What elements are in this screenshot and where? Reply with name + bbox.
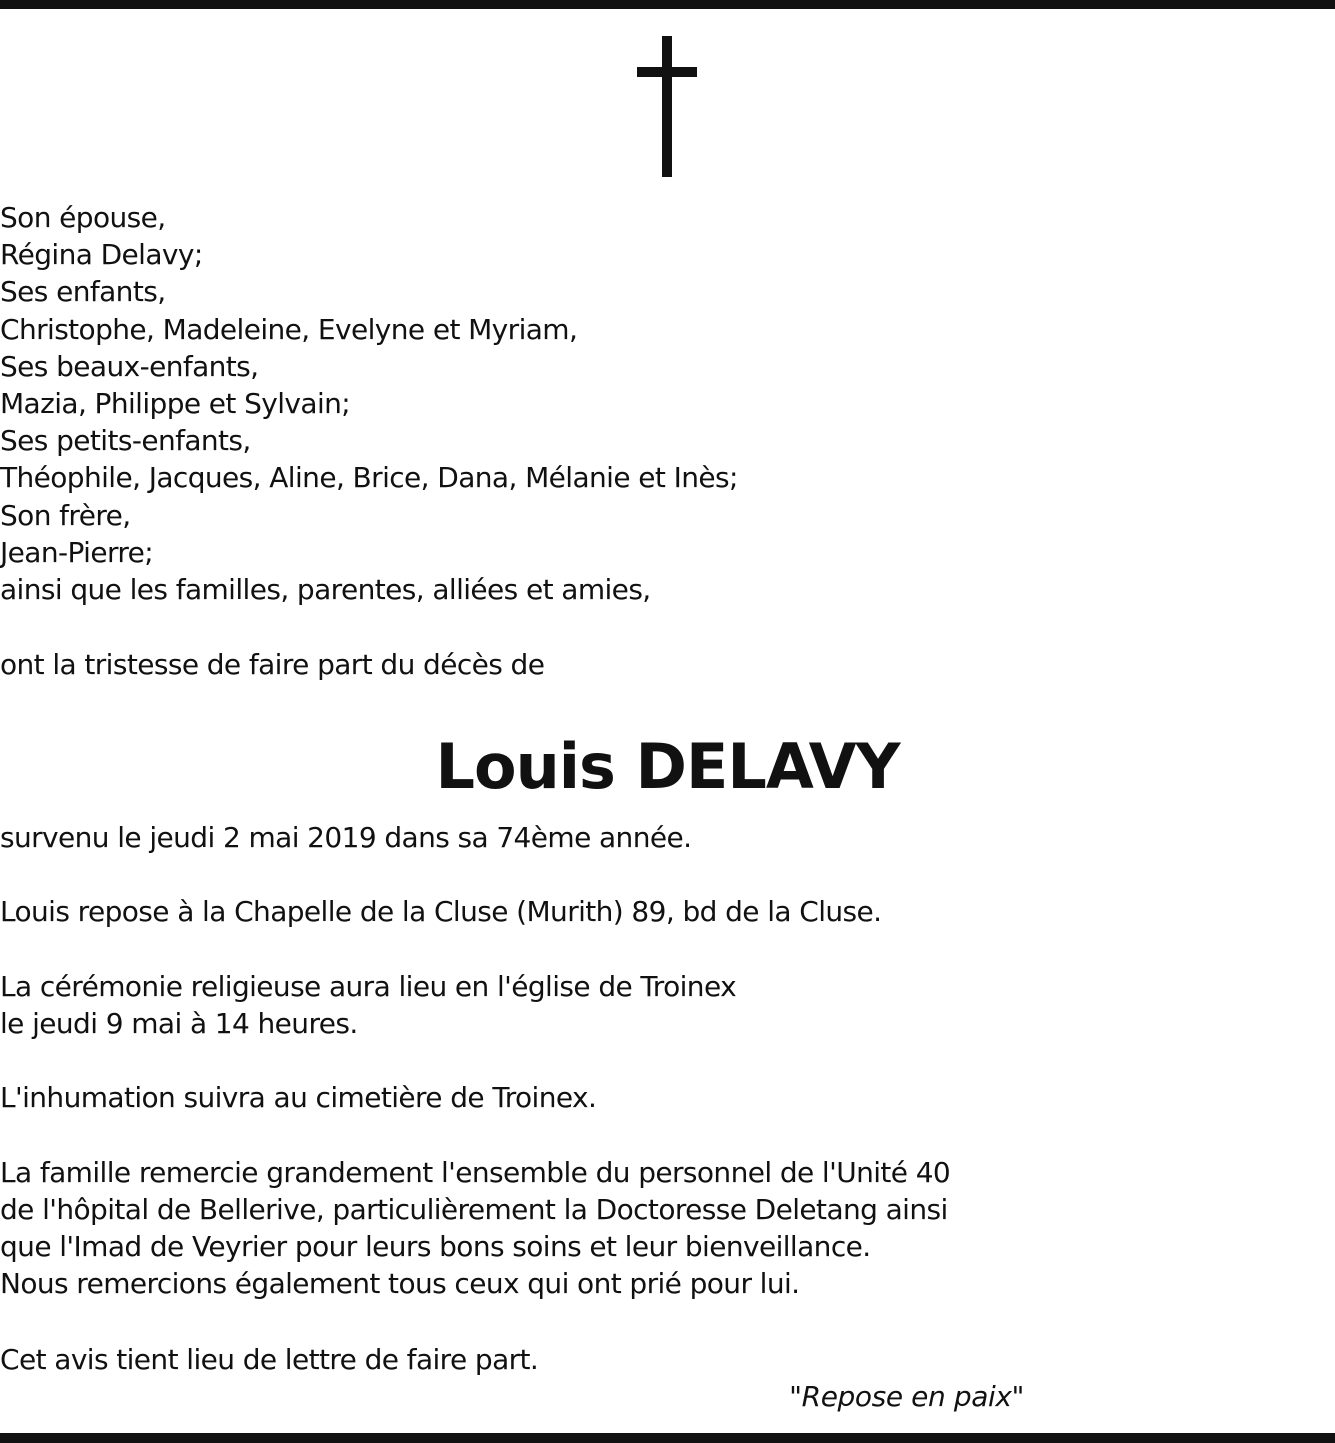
detail-line: survenu le jeudi 2 mai 2019 dans sa 74ème année. xyxy=(0,821,692,854)
detail-line: La famille remercie grandement l'ensemble du personnel de l'Unité 40 xyxy=(0,1155,951,1189)
epitaph-text: "Repose en paix" xyxy=(789,1380,1024,1413)
family-line: Ses beaux-enfants, xyxy=(0,349,259,383)
family-list xyxy=(0,199,738,608)
detail-line: L'inhumation suivra au cimetière de Troinex. xyxy=(0,1081,597,1115)
detail-line xyxy=(0,931,950,968)
family-line: Christophe, Madeleine, Evelyne et Myriam, xyxy=(0,312,578,346)
detail-line: le jeudi 9 mai à 14 heures. xyxy=(0,1006,358,1040)
detail-line: Nous remercions également tous ceux qui ont prié pour lui. xyxy=(0,1267,800,1301)
detail-line xyxy=(0,856,950,893)
announcement-text: ont la tristesse de faire part du décès de xyxy=(0,648,545,681)
family-line: Jean-Pierre; xyxy=(0,535,154,569)
top-border-rule xyxy=(0,0,1335,9)
family-line: Régina Delavy; xyxy=(0,238,203,272)
closing-note: Cet avis tient lieu de lettre de faire part. xyxy=(0,1343,539,1376)
family-line: Mazia, Philippe et Sylvain; xyxy=(0,386,351,420)
detail-line xyxy=(0,1042,950,1079)
family-line: Ses petits-enfants, xyxy=(0,424,251,458)
details-block xyxy=(0,819,950,1302)
detail-line: La cérémonie religieuse aura lieu en l'église de Troinex xyxy=(0,969,737,1003)
detail-line xyxy=(0,1117,950,1154)
detail-line: que l'Imad de Veyrier pour leurs bons soins et leur bienveillance. xyxy=(0,1230,871,1264)
family-line: Son frère, xyxy=(0,498,131,532)
detail-line: Louis repose à la Chapelle de la Cluse (Murith) 89, bd de la Cluse. xyxy=(0,895,882,929)
detail-line: de l'hôpital de Bellerive, particulièrement la Doctoresse Deletang ainsi xyxy=(0,1192,948,1226)
deceased-name: Louis DELAVY xyxy=(435,730,900,803)
family-line: Son épouse, xyxy=(0,201,166,234)
cross-icon xyxy=(637,36,697,177)
family-line: Théophile, Jacques, Aline, Brice, Dana, Mélanie et Inès; xyxy=(0,461,738,495)
bottom-border-rule xyxy=(0,1433,1335,1443)
family-line: Ses enfants, xyxy=(0,275,166,309)
family-line: ainsi que les familles, parentes, alliées et amies, xyxy=(0,572,651,606)
